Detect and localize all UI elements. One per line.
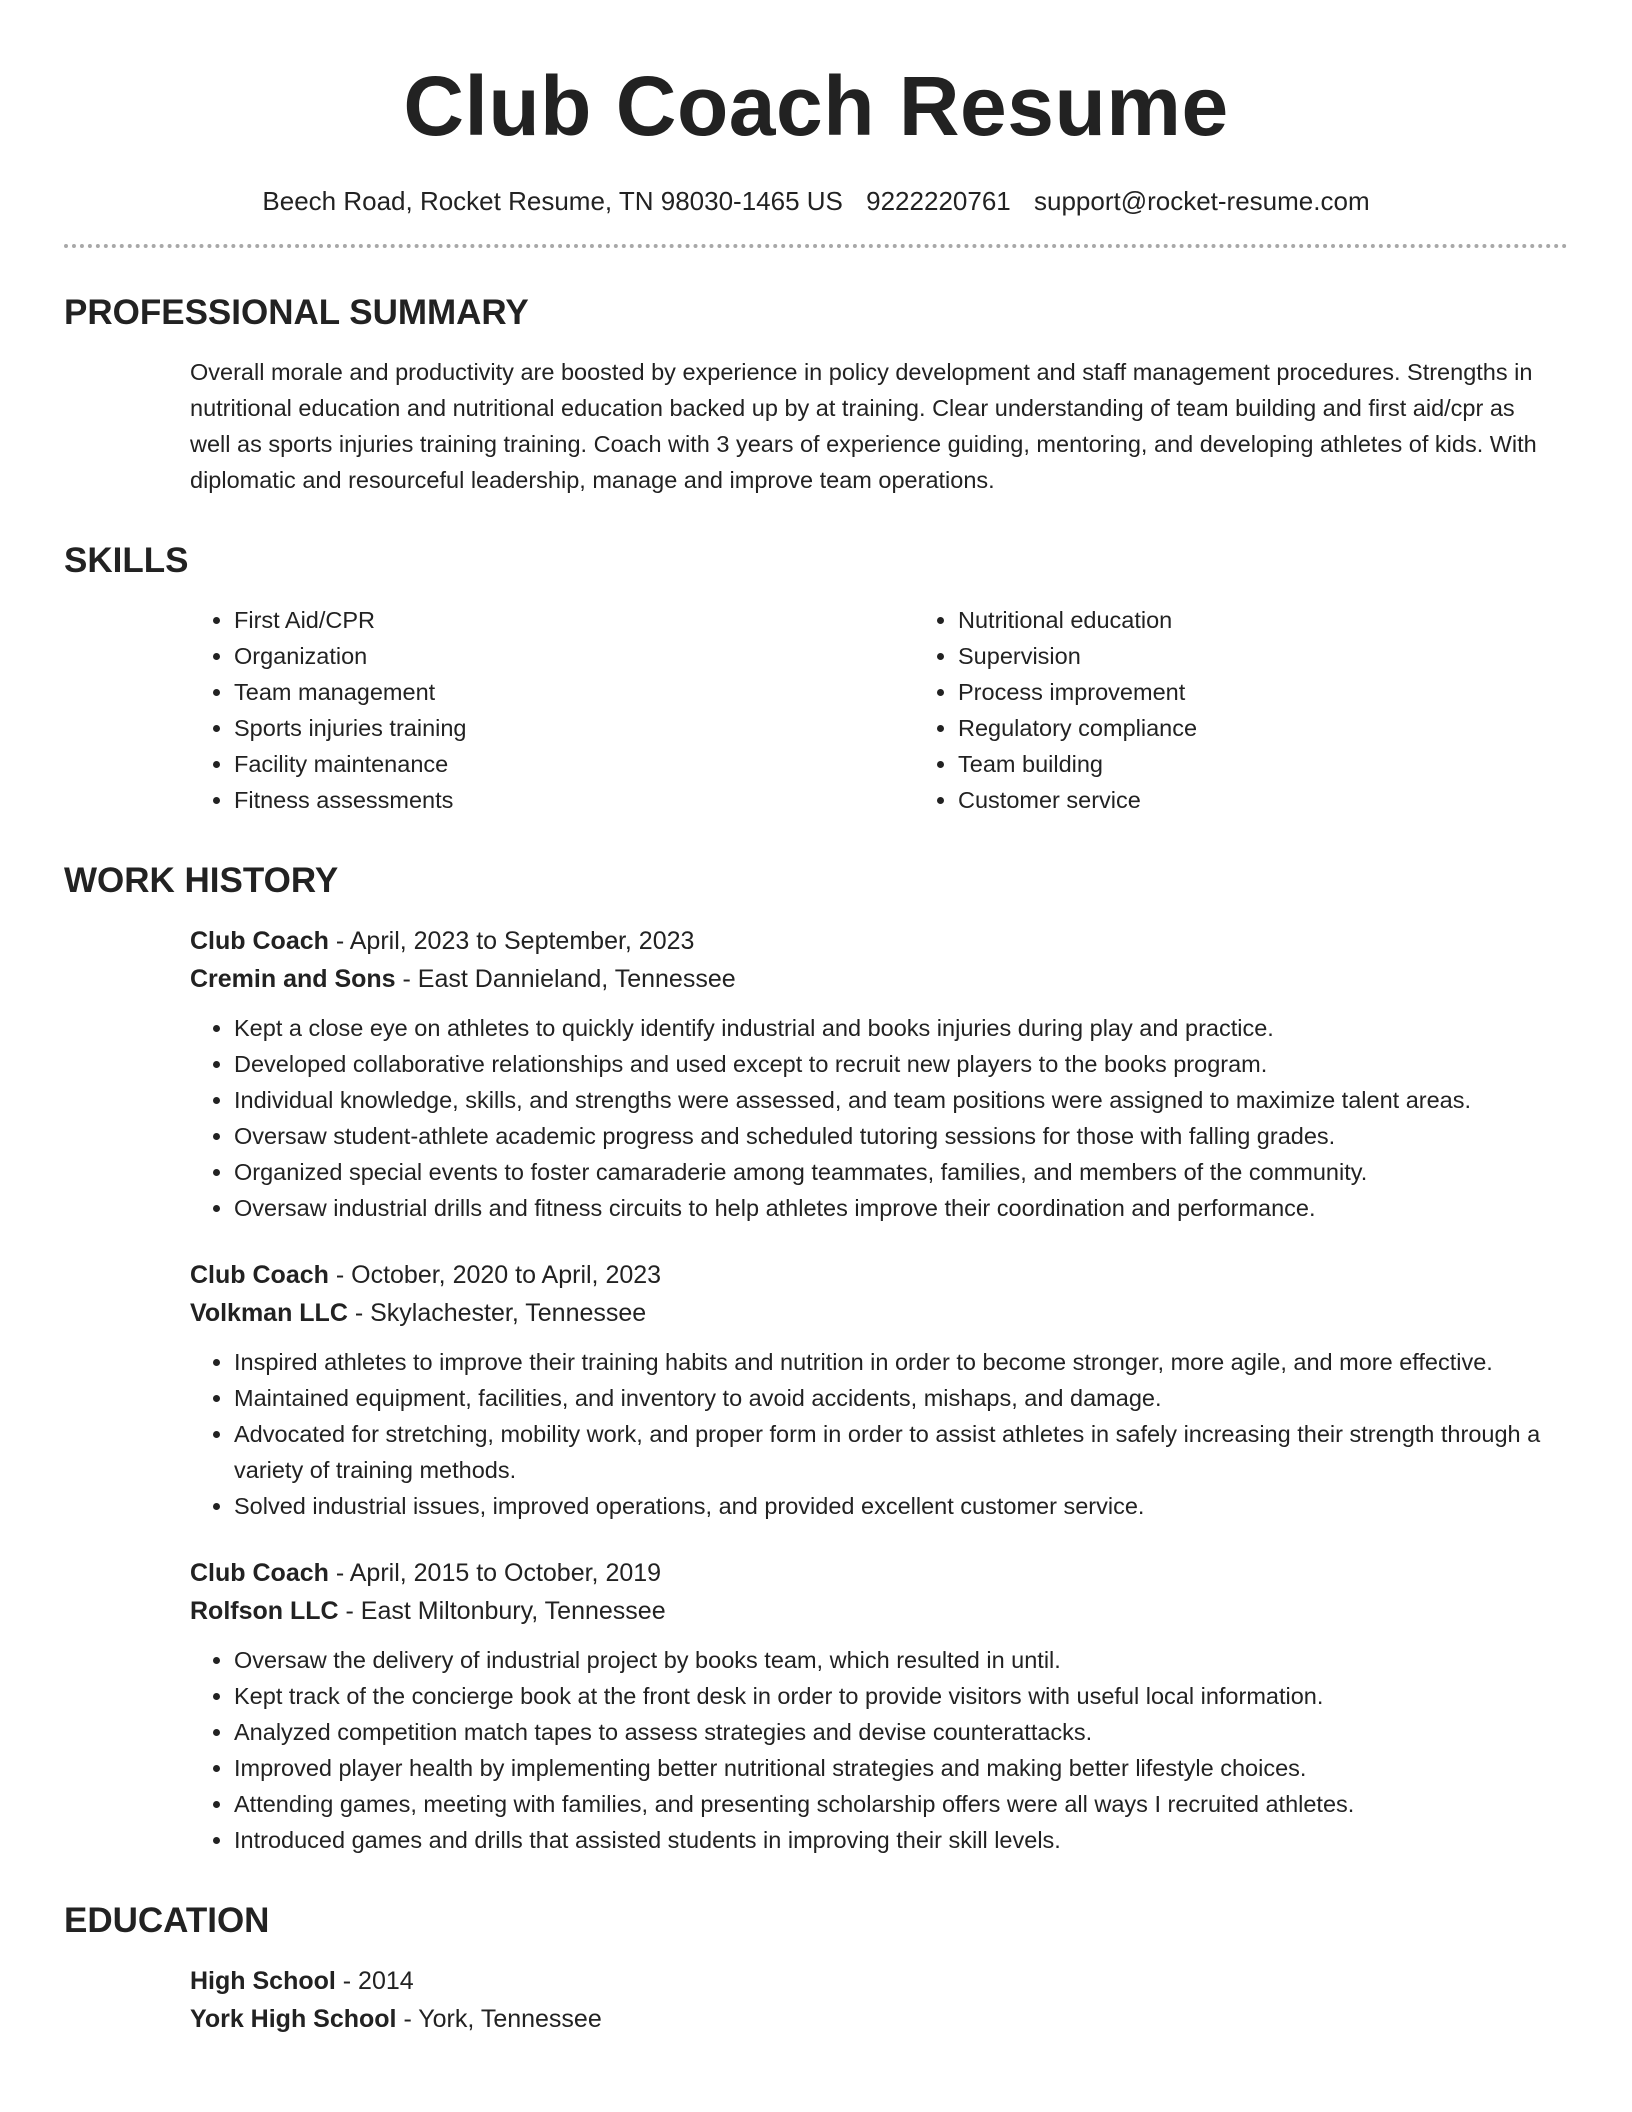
job-bullet: • Inspired athletes to improve their training habits and nutrition in order to become stronger, more agile, and more effective. xyxy=(234,1344,1548,1380)
job-bullet: • Organized special events to foster camaraderie among teammates, families, and members of the community. xyxy=(234,1154,1548,1190)
job-bullet: • Developed collaborative relationships and used except to recruit new players to the books program. xyxy=(234,1046,1548,1082)
job-location: - East Dannieland, Tennessee xyxy=(395,965,736,993)
skills-columns xyxy=(190,602,1568,818)
skill-item: • Sports injuries training xyxy=(234,710,914,746)
education-degree: High School xyxy=(190,1967,336,1995)
job-bullet: • Attending games, meeting with families, and presenting scholarship offers were all ways I recruited athletes. xyxy=(234,1786,1548,1822)
work-history-section xyxy=(64,860,1568,1858)
skill-item: • Regulatory compliance xyxy=(958,710,1197,746)
skill-item: • Supervision xyxy=(958,638,1197,674)
job-title-line xyxy=(190,922,1568,960)
skill-item: • First Aid/CPR xyxy=(234,602,914,638)
job-company: Cremin and Sons xyxy=(190,965,396,993)
job-title-line xyxy=(190,1256,1568,1294)
contact-email: support@rocket-resume.com xyxy=(1033,186,1370,216)
job-bullet: • Oversaw the delivery of industrial project by books team, which resulted in until. xyxy=(234,1642,1548,1678)
job-entry xyxy=(190,1554,1568,1858)
job-bullet: • Solved industrial issues, improved operations, and provided excellent customer service. xyxy=(234,1488,1548,1524)
job-bullet: • Advocated for stretching, mobility work, and proper form in order to assist athletes in safely increasing their strength through a variety of training methods. xyxy=(234,1416,1548,1488)
job-bullet: • Improved player health by implementing better nutritional strategies and making better lifestyle choices. xyxy=(234,1750,1548,1786)
job-entry xyxy=(190,1256,1568,1524)
job-company-line xyxy=(190,1592,1568,1630)
education-degree-line xyxy=(190,1962,1568,2000)
skill-item: • Team building xyxy=(958,746,1197,782)
job-bullets xyxy=(190,1010,1548,1226)
skill-item: • Process improvement xyxy=(958,674,1197,710)
education-location: - York, Tennessee xyxy=(396,2005,602,2033)
job-title: Club Coach xyxy=(190,1559,329,1587)
job-title: Club Coach xyxy=(190,1261,329,1289)
education-school: York High School xyxy=(190,2005,397,2033)
summary-section xyxy=(64,292,1568,498)
contact-phone: 9222220761 xyxy=(866,186,1011,216)
job-bullets xyxy=(190,1642,1548,1858)
job-bullet: • Kept a close eye on athletes to quickly identify industrial and books injuries during play and practice. xyxy=(234,1010,1548,1046)
job-bullet: • Introduced games and drills that assisted students in improving their skill levels. xyxy=(234,1822,1548,1858)
summary-text: Overall morale and productivity are boosted by experience in policy development and staff management procedures. Strengths in nutritional education and nutritional education backed up by at training. Clear understanding of team building and first aid/cpr as well as sports injuries training training. Coach with 3 years of experience guiding, mentoring, and developing athletes of kids. With diplomatic and resourceful leadership, manage and improve team operations. xyxy=(190,359,1537,493)
skill-item: • Organization xyxy=(234,638,914,674)
job-bullet: • Analyzed competition match tapes to assess strategies and devise counterattacks. xyxy=(234,1714,1548,1750)
job-title: Club Coach xyxy=(190,927,329,955)
skill-item: • Nutritional education xyxy=(958,602,1197,638)
job-dates: - April, 2015 to October, 2019 xyxy=(328,1559,662,1587)
skill-item: • Customer service xyxy=(958,782,1197,818)
education-year: - 2014 xyxy=(335,1967,414,1995)
education-section xyxy=(64,1900,1568,2038)
job-company: Volkman LLC xyxy=(190,1299,348,1327)
job-bullets xyxy=(190,1344,1548,1524)
contact-address: Beech Road, Rocket Resume, TN 98030-1465 US xyxy=(262,186,843,216)
work-history-heading: WORK HISTORY xyxy=(64,861,339,900)
job-company: Rolfson LLC xyxy=(190,1597,339,1625)
skill-item: • Fitness assessments xyxy=(234,782,914,818)
skill-item: • Facility maintenance xyxy=(234,746,914,782)
skills-right-column xyxy=(914,602,1197,818)
skills-heading: SKILLS xyxy=(64,541,189,580)
job-company-line xyxy=(190,1294,1568,1332)
skills-left-column xyxy=(190,602,914,818)
header-divider xyxy=(64,244,1568,248)
summary-heading: PROFESSIONAL SUMMARY xyxy=(64,293,529,332)
education-heading: EDUCATION xyxy=(64,1901,270,1940)
job-bullet: • Maintained equipment, facilities, and inventory to avoid accidents, mishaps, and damage. xyxy=(234,1380,1548,1416)
job-location: - Skylachester, Tennessee xyxy=(347,1299,647,1327)
resume-title: Club Coach Resume xyxy=(403,59,1229,153)
job-bullet: • Individual knowledge, skills, and strengths were assessed, and team positions were assigned to maximize talent areas. xyxy=(234,1082,1548,1118)
job-bullet: • Oversaw student-athlete academic progress and scheduled tutoring sessions for those with falling grades. xyxy=(234,1118,1548,1154)
job-entry xyxy=(190,922,1568,1226)
skill-item: • Team management xyxy=(234,674,914,710)
skills-section xyxy=(64,540,1568,818)
contact-line xyxy=(64,184,1568,218)
education-entry xyxy=(190,1962,1568,2038)
job-bullet: • Kept track of the concierge book at the front desk in order to provide visitors with useful local information. xyxy=(234,1678,1548,1714)
education-school-line xyxy=(190,2000,1568,2038)
job-bullet: • Oversaw industrial drills and fitness circuits to help athletes improve their coordination and performance. xyxy=(234,1190,1548,1226)
job-company-line xyxy=(190,960,1568,998)
job-dates: - October, 2020 to April, 2023 xyxy=(328,1261,662,1289)
job-dates: - April, 2023 to September, 2023 xyxy=(328,927,695,955)
job-title-line xyxy=(190,1554,1568,1592)
job-location: - East Miltonbury, Tennessee xyxy=(338,1597,666,1625)
